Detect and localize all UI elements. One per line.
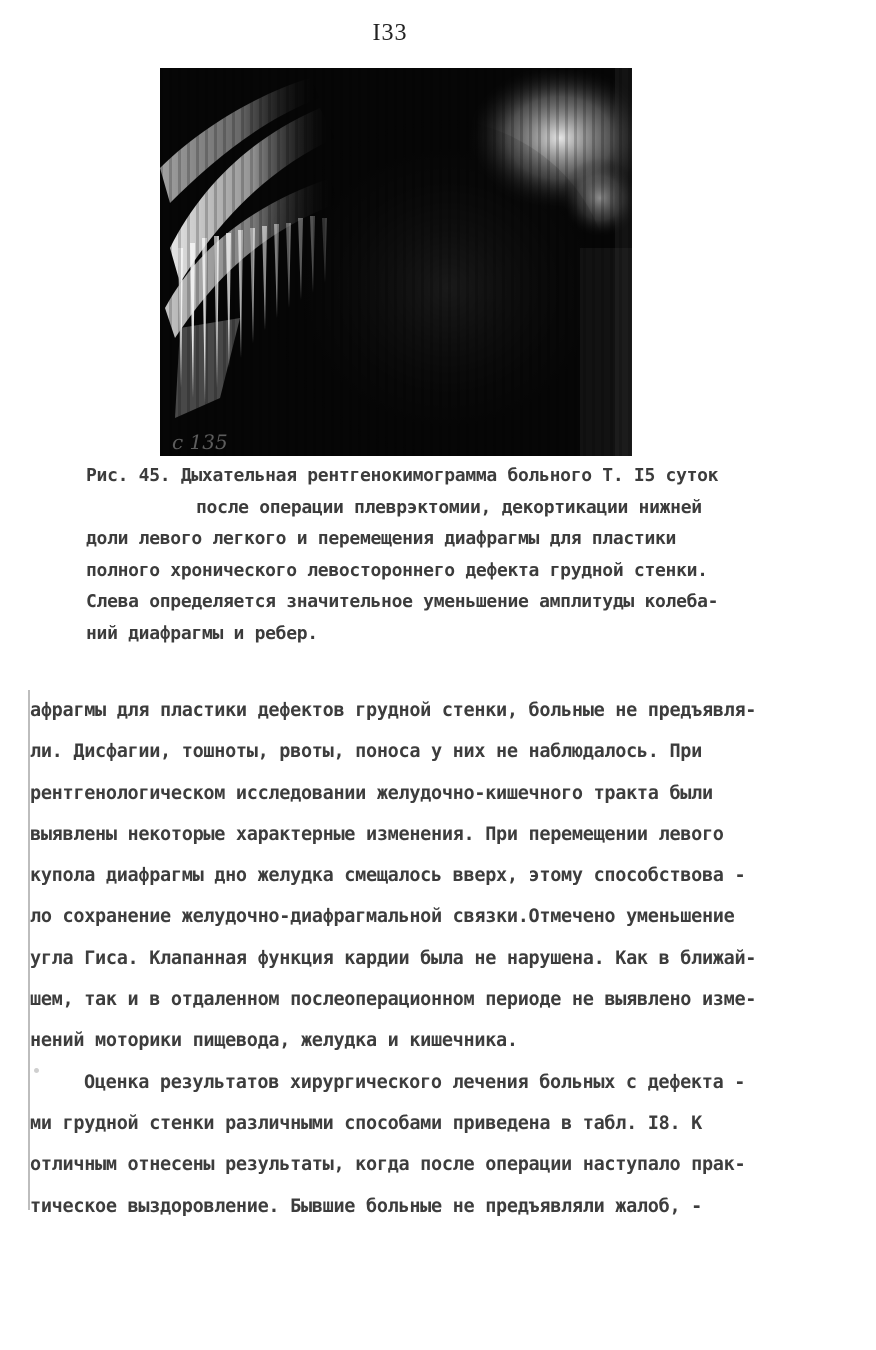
body-line: ли. Дисфагии, тошноты, рвоты, поноса у них не наблюдалось. При: [30, 741, 702, 763]
scan-speck: [34, 1068, 39, 1073]
page-number: I33: [372, 20, 408, 46]
kymogram-image: [160, 68, 632, 456]
caption-line: ний диафрагмы и ребер.: [86, 622, 318, 644]
caption-line: полного хронического левостороннего дефекта грудной стенки.: [86, 559, 708, 581]
body-line: ло сохранение желудочно-диафрагмальной связки.Отмечено уменьшение: [30, 906, 735, 928]
figure-caption: [86, 460, 846, 649]
caption-line: доли левого легкого и перемещения диафрагмы для пластики: [86, 528, 677, 549]
body-line: выявлены некоторые характерные изменения. При перемещении левого: [30, 823, 724, 845]
figure-handwritten-label: c 135: [172, 430, 228, 454]
body-text: [30, 690, 860, 1227]
body-line: ми грудной стенки различными способами приведена в табл. I8. К: [30, 1112, 702, 1134]
caption-line: Слева определяется значительное уменьшение амплитуды колеба-: [86, 591, 719, 612]
body-line: афрагмы для пластики дефектов грудной стенки, больные не предъявля-: [30, 700, 757, 721]
body-line: отличным отнесены результаты, когда после операции наступало прак-: [30, 1154, 746, 1176]
body-line: тическое выздоровление. Бывшие больные не предъявляли жалоб, -: [30, 1195, 702, 1217]
body-line: купола диафрагмы дно желудка смещалось вверх, этому способствова -: [30, 865, 746, 887]
caption-line: Рис. 45. Дыхательная рентгенокимограмма больного Т. I5 суток: [86, 465, 719, 486]
body-line: нений моторики пищевода, желудка и кишечника.: [30, 1030, 518, 1052]
body-line: угла Гиса. Клапанная функция кардии была не нарушена. Как в ближай-: [30, 947, 757, 969]
body-line: Оценка результатов хирургического лечения больных с дефекта -: [84, 1071, 746, 1093]
kymogram-graphic: [160, 68, 632, 456]
caption-line: после операции плеврэктомии, декортикации нижней: [196, 496, 702, 518]
body-line: шем, так и в отдаленном послеоперационном периоде не выявлено изме-: [30, 989, 757, 1011]
body-line: рентгенологическом исследовании желудочно-кишечного тракта были: [30, 782, 713, 804]
